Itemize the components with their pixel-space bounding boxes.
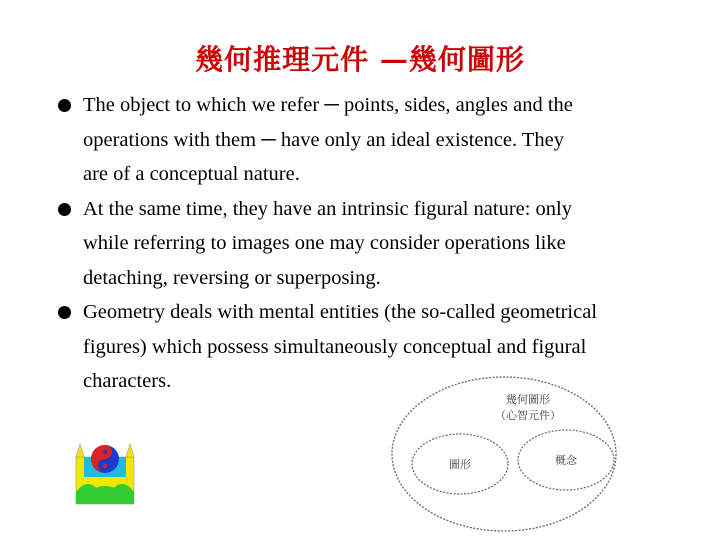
yin-yang-icon: [91, 445, 119, 473]
bullet-item-2: [58, 192, 708, 296]
bullet-item-1: [58, 88, 708, 192]
bullet-1-line-2: operations with them ─ have only an ideal existence. They: [83, 128, 564, 151]
logo-right-tower: [126, 444, 134, 457]
left-label: 圖形: [449, 458, 471, 471]
right-label: 概念: [555, 454, 577, 467]
bullet-1-line-3: are of a conceptual nature.: [83, 163, 300, 185]
bullet-icon: [58, 306, 71, 319]
bullet-list: [58, 88, 708, 399]
yin-yang-castle-logo: [74, 440, 136, 506]
slide-title: 幾何推理元件 —幾何圖形: [195, 43, 525, 76]
bullet-3-line-3: characters.: [83, 370, 172, 392]
bullet-icon: [58, 203, 71, 216]
bullet-2-line-1: At the same time, they have an intrinsic figural nature: only: [83, 197, 573, 220]
logo-left-tower: [76, 444, 84, 457]
outer-ellipse: [392, 377, 616, 531]
outer-sublabel: （心智元件）: [495, 409, 561, 422]
bullet-2-line-3: detaching, reversing or superposing.: [83, 266, 381, 289]
outer-label: 幾何圖形: [506, 393, 550, 406]
bullet-1-line-1: The object to which we refer ─ points, sides, angles and the: [83, 94, 573, 116]
bullet-2-line-2: while referring to images one may consider operations like: [83, 232, 566, 254]
bullet-3-line-2: figures) which possess simultaneously conceptual and figural: [83, 335, 587, 358]
bullet-3-line-1: Geometry deals with mental entities (the so-called geometrical: [83, 301, 598, 323]
bullet-icon: [58, 99, 71, 112]
concept-diagram: [388, 372, 620, 534]
